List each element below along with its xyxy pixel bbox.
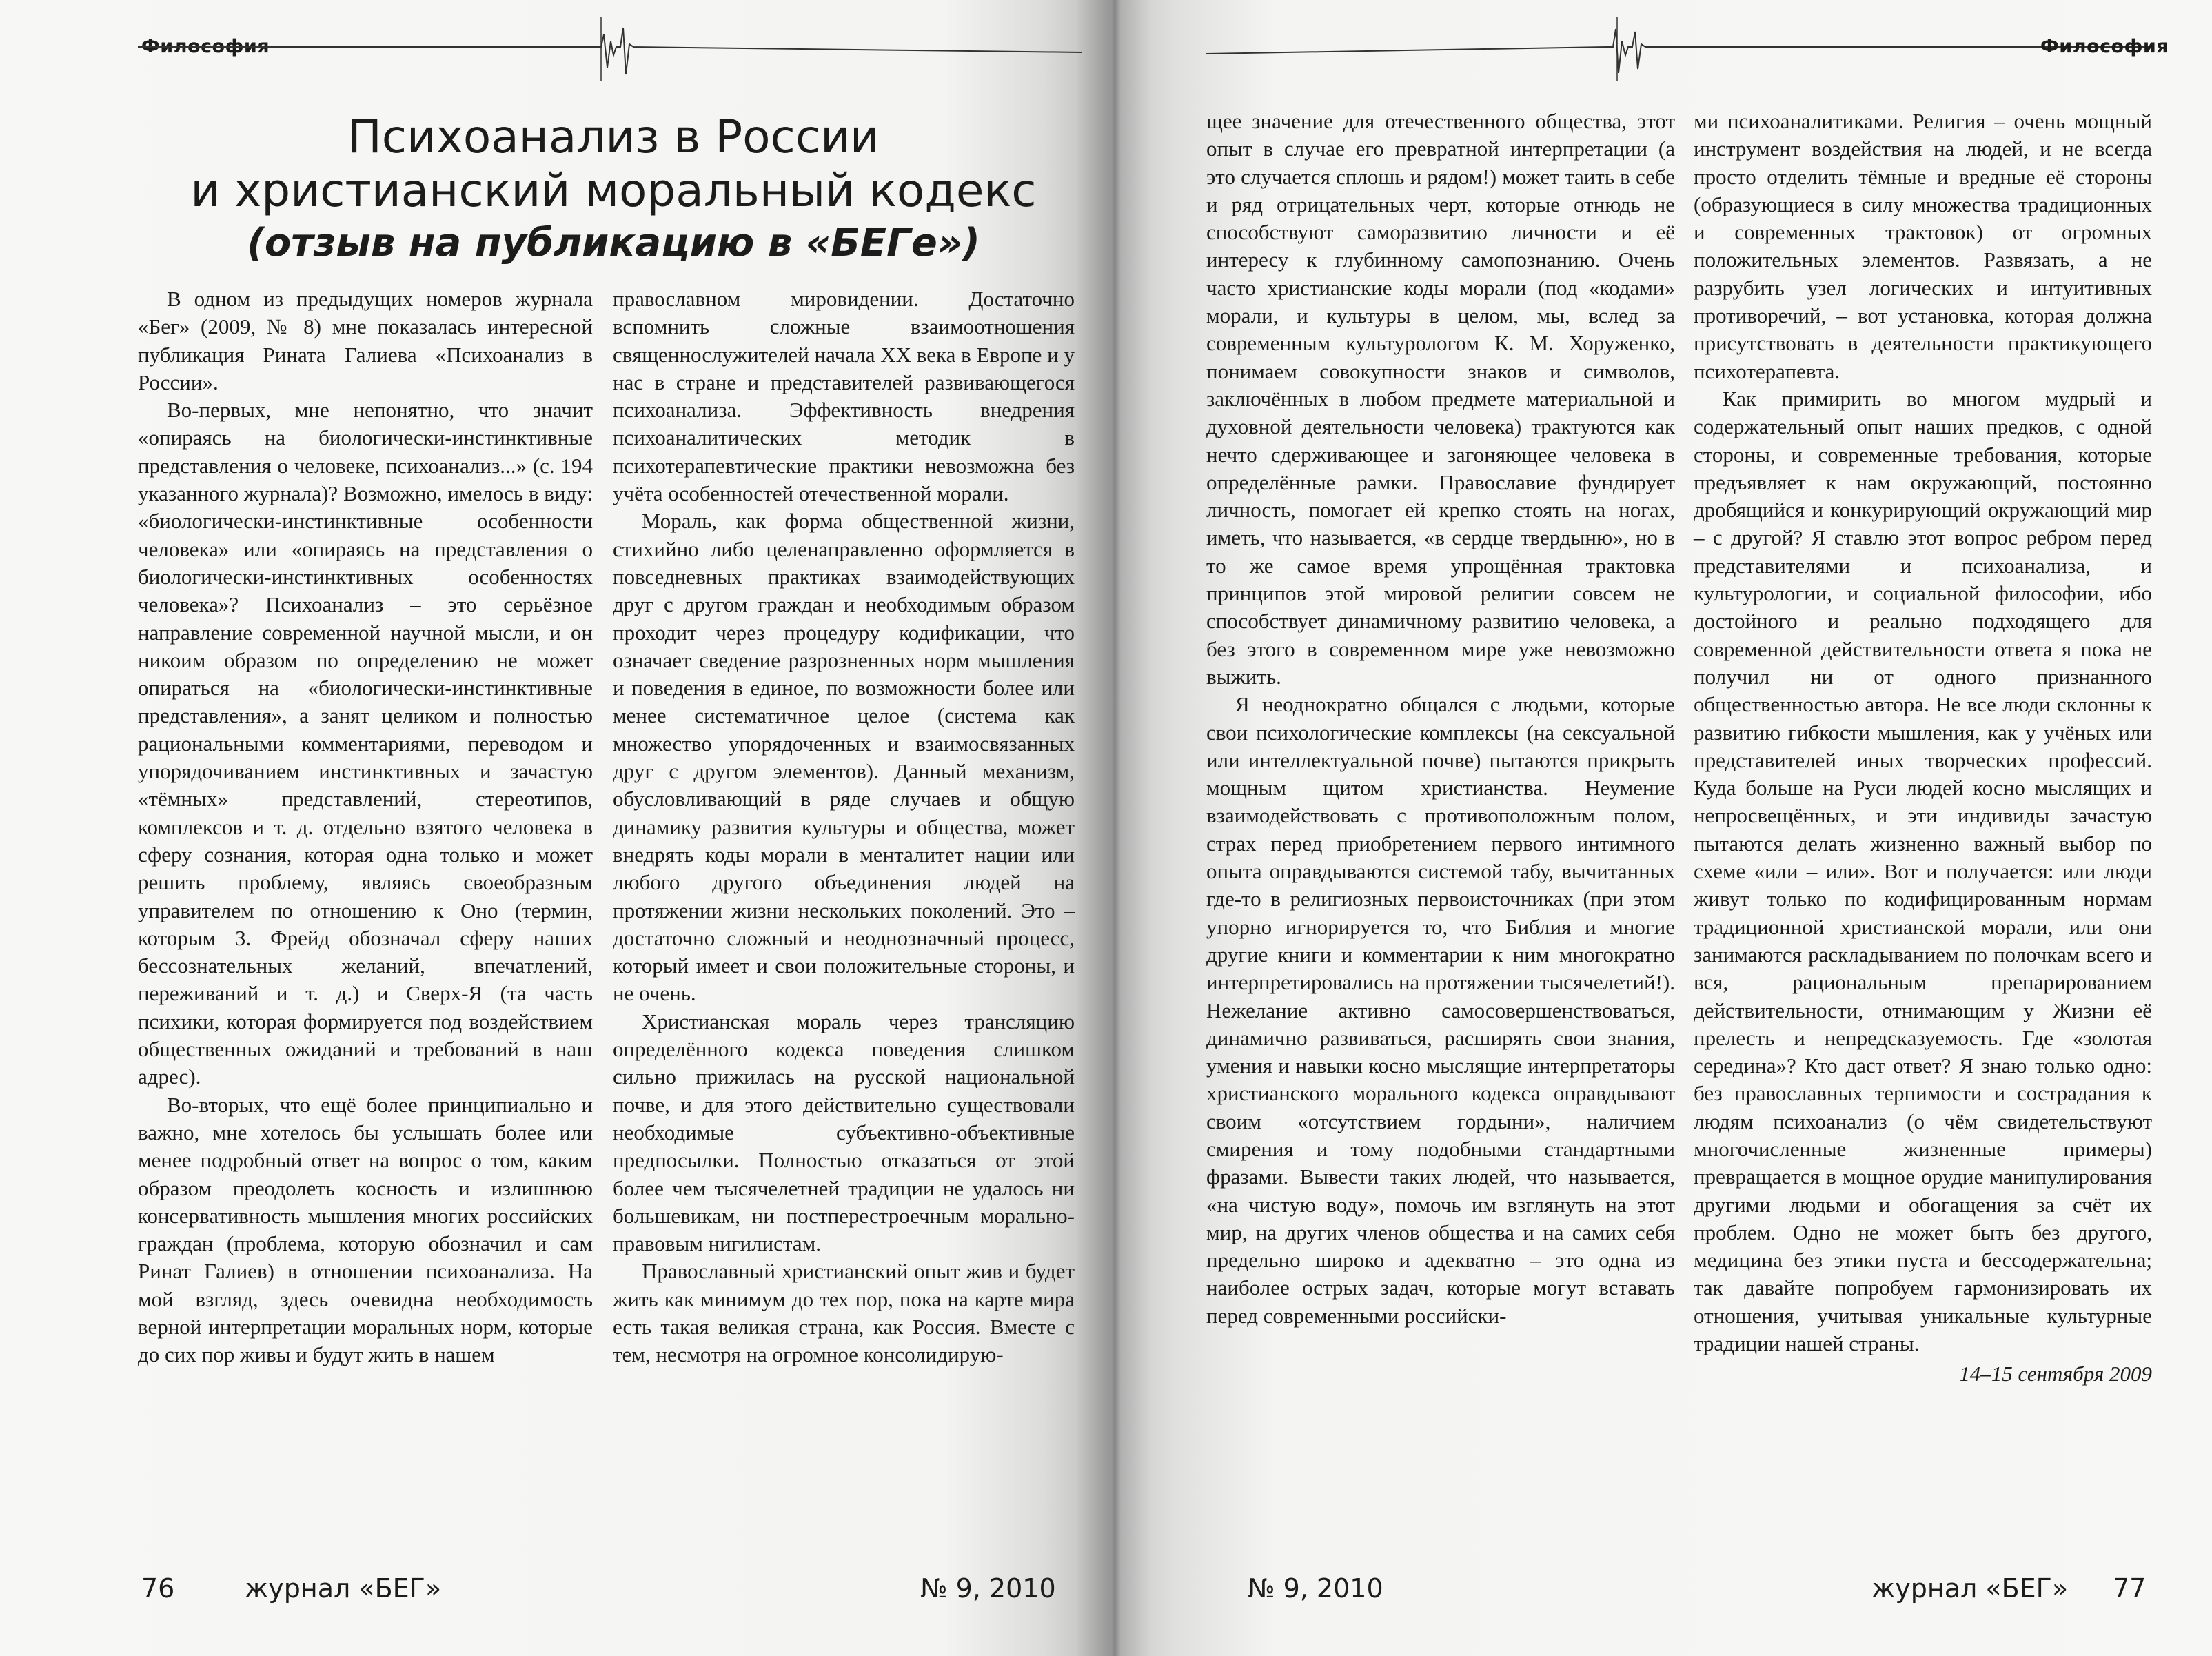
page-number: 77 (2113, 1573, 2147, 1604)
article-subtitle: (отзыв на публикацию в «БЕГе») (247, 221, 980, 265)
paragraph: Мораль, как форма общественной жизни, стихийно либо целенаправленно оформляется в повседневных практиках взаимодействующих друг с другом граждан и необходимым образом проходит через процедуру кодификации, что означает сведение разрозненных норм мышления и поведения в единое, по возможности более или менее систематичное целое (система как множество упорядоченных и взаимосвязанных друг с другом элементов). Данный механизм, обусловливающий в ряде случаев и общую динамику развития культуры и общества, может внедрять коды морали в менталитет нации или любого другого объединения людей на протяжении жизни нескольких поколений. Это – достаточно сложный и неоднозначный процесс, который имеет и свои положительные стороны, и не очень. (613, 509, 1075, 1006)
paragraph: Во-первых, мне непонятно, что значит «опираясь на биологически-инстинктивные представления о человеке, психоанализ...» (с. 194 указанного журнала)? Возможно, имелось в виду: «биологически-инстинктивные особенности человека» или «опираясь на представления о биологически-инстинктивных особенностях человека»? Психоанализ – это серьёзное направление современной научной мысли, и он никоим образом по определению не может опираться на «биологически-инстинктивные представления», а занят целиком и полностью рациональными комментариями, переводом и упорядочиванием инстинктивных и зачастую «тёмных» представлений, стереотипов, комплексов и т. д. отдельно взятого человека в сферу сознания, которая одна только и может решить проблему, являясь своеобразным управителем по отношению к Оно (термин, которым З. Фрейд обозначал сферу наших бессознательных желаний, впечатлений, переживаний и т. д.) и Сверх-Я (та часть психики, которая формируется под воздействием общественных ожиданий и требований в наш адрес). (138, 398, 593, 1089)
page-number: 76 (141, 1573, 175, 1604)
text-column-1 (138, 285, 593, 1369)
section-label: Философия (2040, 36, 2169, 57)
paragraph: ми психоаналитиками. Религия – очень мощный инструмент воздействия на людей, и не всегда просто отделить тёмные и вредные её стороны (образующиеся в силу множества традиционных и современных трактовок) от огромных положительных элементов. Развязать, а не разрубить узел логических и интуитивных противоречий, – вот установка, которая должна присутствовать в деятельности практикующего психотерапевта. (1694, 109, 2152, 383)
issue-number: № 9, 2010 (1248, 1573, 1383, 1604)
paragraph: Как примирить во многом мудрый и содержательный опыт наших предков, с одной стороны, и современные требования, которые предъявляет к нам окружающий, постоянно дробящийся и конкурирующий окружающий мир – с другой? Я ставлю этот вопрос ребром перед представителями и психоанализа, и культурологии, и социальной философии, ибо достойного и реально подходящего для современной действительности ответа я пока не получил ни от одного признанного общественностью автора. Не все люди склонны к развитию гибкости мышления, как у учёных или представителей иных творческих профессий. Куда больше на Руси людей косно мыслящих и непросвещённых, и эти индивиды зачастую пытаются делать жизненно важный выбор по схеме «или – или». Вот и получается: или люди живут только по кодифицированным нормам традиционной христианской морали, или они занимаются раскладыванием по полочкам всего и вся, рациональным препарированием действительности, отнимающим у Жизни её прелесть и непредсказуемость. Где «золотая середина»? Кто даст ответ? Я знаю только одно: без православных терпимости и сострадания к людям психоанализ (о чём свидетельствуют многочисленные жизненные примеры) превращается в мощное орудие манипулирования другими людьми и обогащения за счёт их проблем. Одно не может быть без другого, медицина без этики пуста и бессодержательна; так давайте попробуем гармонизировать их отношения, учитывая уникальные культурные традиции нашей страны. (1694, 386, 2152, 1356)
paragraph: Православный христианский опыт жив и будет жить как минимум до тех пор, пока на карте мира есть такая великая страна, как Россия. Вместе с тем, несмотря на огромное консолидирую- (613, 1259, 1075, 1367)
article-title-block (152, 110, 1075, 269)
section-label: Философия (141, 36, 270, 57)
paragraph: В одном из предыдущих номеров журнала «Бег» (2009, № 8) мне показалась интересной публикация Рината Галиева «Психоанализ в России». (138, 287, 593, 394)
issue-number: № 9, 2010 (920, 1573, 1056, 1604)
journal-name: журнал «БЕГ» (1871, 1573, 2069, 1604)
text-column-4 (1694, 108, 2152, 1389)
header-rule (1206, 14, 2151, 83)
header-rule (138, 14, 1082, 83)
article-title-line2: и христианский моральный кодекс (190, 164, 1037, 217)
article-title-line1: Психоанализ в России (347, 110, 880, 163)
text-column-2 (613, 285, 1075, 1369)
paragraph: щее значение для отечественного общества, этот опыт в случае его превратной интерпретации (а это случается сплошь и рядом!) может таить в себе и ряд отрицательных черт, которые отнюдь не способствуют саморазвитию личности и её интересу к глубинному самопознанию. Очень часто христианские коды морали (под «кодами» морали, и культуры в целом, мы, вслед за современным культурологом К. М. Хоруженко, понимаем совокупности знаков и символов, заключённых в любом предмете материальной и духовной деятельности человека) трактуются как нечто сдерживающее и загоняющее человека в определённые рамки. Православие фундирует личность, помогает ей крепко стоять на ногах, иметь, что называется, «в сердце твердыню», но в то же самое время упрощённая трактовка принципов этой мировой религии совсем не способствует динамичному развитию человека, а без этого в современном мире уже невозможно выжить. (1206, 109, 1675, 689)
paragraph: Я неоднократно общался с людьми, которые свои психологические комплексы (на сексуальной или интеллектуальной почве) пытаются прикрыть мощным щитом христианства. Неумение взаимодействовать с противоположным полом, страх перед приобретением первого интимного опыта оправдываются системой табу, вычитанных где-то в религиозных первоисточниках (при этом упорно игнорируется то, что Библия и многие другие книги и комментарии к ним многократно интерпретировались на протяжении тысячелетий!). Нежелание активно самосовершенствоваться, динамично развиваться, расширять свои знания, умения и навыки косно мыслящие интерпретаторы христианского морального кодекса оправдывают своим «отсутствием гордыни», наличием смирения и тому подобными стандартными фразами. Вывести таких людей, что называется, «на чистую воду», помочь им взглянуть на этот мир, на других членов общества и на самих себя предельно широко и адекватно – это одна из наиболее острых задач, которые могут вставать перед современными российски- (1206, 692, 1676, 1328)
right-page (1110, 0, 2212, 1656)
text-column-3 (1206, 108, 1675, 1330)
paragraph: Во-вторых, что ещё более принципиально и важно, мне хотелось бы услышать более или менее подробный ответ на вопрос о том, каким образом преодолеть косность и излишнюю консервативность мышления многих российских граждан (проблема, которую обозначил и сам Ринат Галиев) в отношении психоанализа. На мой взгляд, здесь очевидна необходимость верной интерпретации моральных норм, которые до сих пор живы и будут жить в нашем (138, 1092, 593, 1367)
paragraph: Христианская мораль через трансляцию определённого кодекса поведения слишком сильно прижилась на русской национальной почве, и для этого действительно существовали необходимые субъективно-объективные предпосылки. Полностью отказаться от этой более чем тысячелетней традиции не удалось ни большевикам, ни постперестроечным морально-правовым нигилистам. (613, 1009, 1075, 1256)
paragraph: православном мировидении. Достаточно вспомнить сложные взаимоотношения священнослужителей начала XX века в Европе и у нас в стране и представителей развивающегося психоанализа. Эффективность внедрения психоаналитических методик в психотерапевтические практики невозможна без учёта особенностей отечественной морали. (613, 287, 1075, 506)
date-signature: 14–15 сентября 2009 (1959, 1362, 2152, 1386)
journal-name: журнал «БЕГ» (245, 1573, 442, 1604)
